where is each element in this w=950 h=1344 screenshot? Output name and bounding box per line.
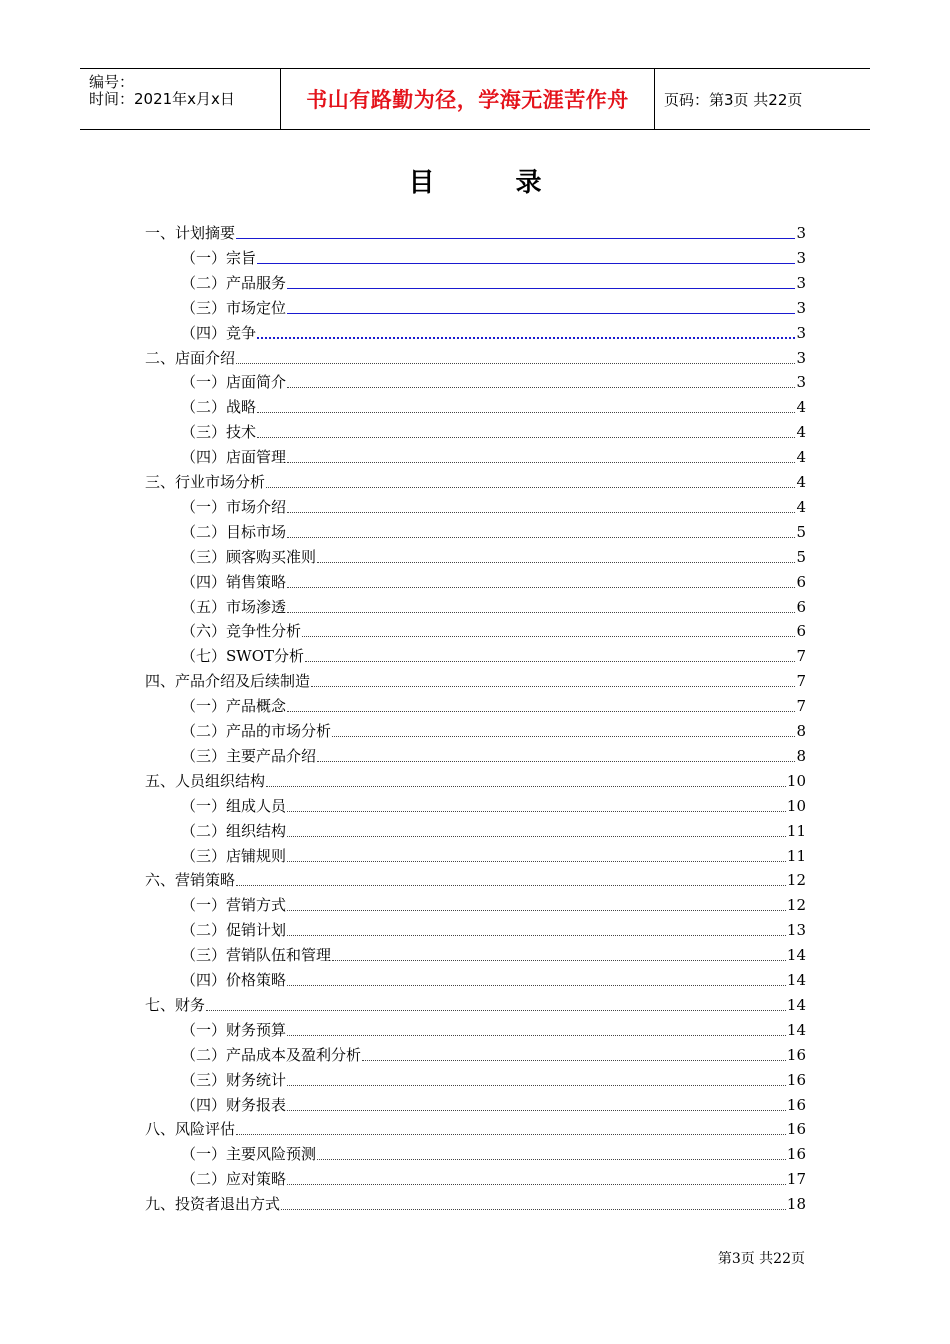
toc-leader-dots <box>257 245 795 264</box>
toc-title: 目 录 <box>408 168 578 198</box>
toc-entry-label: 九、投资者退出方式 <box>145 1195 281 1214</box>
toc-entry[interactable] <box>145 1114 806 1138</box>
toc-entry-label: （三）营销队伍和管理 <box>181 946 332 965</box>
toc-entry-page-number: 14 <box>786 1020 806 1039</box>
toc-leader-dots <box>287 1166 786 1185</box>
toc-entry-page-number: 3 <box>796 248 806 267</box>
toc-entry[interactable] <box>181 592 806 616</box>
toc-entry-page-number: 4 <box>796 448 806 467</box>
toc-entry-page-number: 14 <box>786 971 806 989</box>
toc-entry-label: （二）产品服务 <box>181 273 287 292</box>
toc-entry[interactable] <box>145 343 806 367</box>
toc-leader-dots <box>206 992 786 1011</box>
toc-entry[interactable] <box>181 1065 806 1089</box>
toc-leader-dots <box>266 469 795 488</box>
toc-entry-label: （一）市场介绍 <box>181 497 287 516</box>
toc-entry-page-number: 17 <box>786 1170 806 1189</box>
toc-entry-page-number: 12 <box>786 871 806 890</box>
toc-entry-label: （三）顾客购买准则 <box>181 547 317 566</box>
toc-entry-page-number: 11 <box>786 821 806 840</box>
toc-entry[interactable] <box>181 1015 806 1039</box>
toc-entry-label: （三）财务统计 <box>181 1070 287 1089</box>
toc-entry-label: （一）店面简介 <box>181 373 287 392</box>
toc-leader-dots <box>236 1116 786 1135</box>
toc-entry[interactable] <box>181 542 806 566</box>
toc-entry-page-number: 6 <box>796 597 806 616</box>
header-page-info: 页码：第3页 共22页 <box>664 90 803 109</box>
toc-leader-dots <box>332 718 795 737</box>
page-footer: 第3页 共22页 <box>717 1251 805 1267</box>
toc-entry-label: （五）市场渗透 <box>181 597 287 616</box>
toc-entry-label: （一）主要风险预测 <box>181 1145 317 1164</box>
toc-entry-label: （四）价格策略 <box>181 971 287 989</box>
page-header <box>80 68 870 130</box>
toc-leader-dots <box>287 594 795 613</box>
toc-entry-page-number: 3 <box>796 273 806 292</box>
toc-entry-page-number: 3 <box>796 224 806 242</box>
toc-entry[interactable] <box>145 1189 806 1213</box>
header-meta-cell <box>80 69 281 129</box>
toc-entry-label: （四）销售策略 <box>181 572 287 591</box>
toc-leader-dots <box>257 394 795 413</box>
toc-leader-dots <box>287 270 795 289</box>
toc-leader-dots <box>317 544 795 563</box>
toc-leader-dots <box>257 319 795 339</box>
toc-entry-page-number: 10 <box>786 796 806 815</box>
toc-leader-dots <box>287 843 786 862</box>
toc-entry[interactable] <box>181 293 806 317</box>
toc-entry[interactable] <box>181 1040 806 1064</box>
toc-entry-page-number: 3 <box>796 298 806 317</box>
toc-entry-label: （三）店铺规则 <box>181 846 287 865</box>
toc-entry-label: （一）财务预算 <box>181 1020 287 1039</box>
toc-leader-dots <box>287 818 786 837</box>
toc-entry-page-number: 16 <box>786 1045 806 1064</box>
toc-entry-label: （二）产品成本及盈利分析 <box>181 1045 362 1064</box>
toc-entry-label: （二）促销计划 <box>181 921 287 940</box>
toc-entry-page-number: 4 <box>796 497 806 516</box>
toc-entry[interactable] <box>145 467 806 491</box>
toc-entry[interactable] <box>181 392 806 416</box>
toc-entry-label: 八、风险评估 <box>145 1120 236 1139</box>
toc-entry[interactable] <box>181 890 806 914</box>
toc-entry-label: （一）组成人员 <box>181 796 287 815</box>
toc-leader-dots <box>287 494 795 513</box>
toc-entry[interactable] <box>181 367 806 391</box>
toc-leader-dots <box>236 345 795 364</box>
toc-entry[interactable] <box>181 641 806 665</box>
toc-entry[interactable] <box>181 567 806 591</box>
toc-entry-label: （三）技术 <box>181 423 257 442</box>
toc-entry-page-number: 16 <box>786 1070 806 1089</box>
toc-leader-dots <box>236 867 786 886</box>
toc-entry[interactable] <box>181 492 806 516</box>
toc-entry-page-number: 14 <box>786 995 806 1014</box>
toc-entry[interactable] <box>181 417 806 441</box>
toc-leader-dots <box>305 643 795 662</box>
toc-leader-dots <box>287 917 786 936</box>
toc-entry-page-number: 13 <box>786 921 806 940</box>
toc-entry[interactable] <box>181 616 806 640</box>
toc-leader-dots <box>332 942 786 961</box>
toc-entry[interactable] <box>145 990 806 1014</box>
toc-entry-page-number: 10 <box>786 771 806 790</box>
toc-entry-label: （一）营销方式 <box>181 896 287 915</box>
toc-entry-page-number: 16 <box>786 1145 806 1164</box>
toc-entry[interactable] <box>181 915 806 939</box>
toc-entry-label: （二）应对策略 <box>181 1170 287 1189</box>
toc-entry-page-number: 5 <box>796 522 806 541</box>
header-motto-cell <box>281 69 655 129</box>
toc-entry-page-number: 4 <box>796 473 806 491</box>
toc-entry-label: （一）产品概念 <box>181 697 287 716</box>
toc-entry[interactable] <box>181 816 806 840</box>
toc-entry[interactable] <box>181 940 806 964</box>
toc-entry-page-number: 16 <box>786 1095 806 1114</box>
toc-entry[interactable] <box>181 268 806 292</box>
toc-entry-label: （七）SWOT分析 <box>181 647 304 666</box>
toc-entry-label: （六）竞争性分析 <box>181 622 302 641</box>
toc-entry-label: 二、店面介绍 <box>145 348 236 367</box>
toc-leader-dots <box>311 668 795 687</box>
toc-entry[interactable] <box>181 1139 806 1163</box>
toc-entry-label: （二）组织结构 <box>181 821 287 840</box>
toc-entry-page-number: 6 <box>796 622 806 641</box>
toc-entry[interactable] <box>181 965 806 989</box>
toc-entry-label: （四）竞争 <box>181 323 257 342</box>
toc-leader-dots <box>287 569 795 588</box>
toc-entry-page-number: 4 <box>796 423 806 442</box>
toc-entry-label: （三）市场定位 <box>181 298 287 317</box>
toc-entry[interactable] <box>181 243 806 267</box>
toc-entry[interactable] <box>181 517 806 541</box>
toc-entry[interactable] <box>145 865 806 889</box>
toc-leader-dots <box>281 1191 786 1210</box>
toc-entry-label: 六、营销策略 <box>145 871 236 890</box>
toc-entry[interactable] <box>181 841 806 865</box>
toc-leader-dots <box>302 618 795 637</box>
toc-entry-label: （四）财务报表 <box>181 1095 287 1114</box>
toc-leader-dots <box>236 220 795 239</box>
toc-entry[interactable] <box>181 716 806 740</box>
toc-entry-page-number: 16 <box>786 1120 806 1139</box>
toc-entry-label: 四、产品介绍及后续制造 <box>145 672 311 691</box>
header-motto: 书山有路勤为径，学海无涯苦作舟 <box>306 88 629 112</box>
toc-entry-page-number: 4 <box>796 398 806 417</box>
toc-entry[interactable] <box>181 791 806 815</box>
toc-leader-dots <box>287 1067 786 1086</box>
toc-leader-dots <box>287 519 795 538</box>
document-time-label: 时间：2021年x月x日 <box>89 90 235 108</box>
toc-entry-page-number: 12 <box>786 896 806 915</box>
toc-leader-dots <box>287 1017 786 1036</box>
toc-entry-label: （二）目标市场 <box>181 522 287 541</box>
toc-entry[interactable] <box>145 218 806 242</box>
toc-entry-page-number: 6 <box>796 572 806 591</box>
toc-entry-page-number: 5 <box>796 547 806 566</box>
toc-entry-label: （二）战略 <box>181 398 257 417</box>
toc-leader-dots <box>287 295 795 314</box>
toc-entry[interactable] <box>181 691 806 715</box>
toc-entry[interactable] <box>181 318 806 342</box>
toc-entry[interactable] <box>181 1090 806 1114</box>
toc-leader-dots <box>287 967 786 986</box>
toc-entry-page-number: 8 <box>796 746 806 765</box>
toc-leader-dots <box>287 1092 786 1111</box>
toc-entry[interactable] <box>181 741 806 765</box>
toc-entry-page-number: 7 <box>796 672 806 691</box>
toc-entry-label: （二）产品的市场分析 <box>181 722 332 740</box>
toc-leader-dots <box>287 369 795 388</box>
toc-entry-page-number: 7 <box>796 647 806 666</box>
toc-leader-dots <box>257 419 795 438</box>
toc-entry-label: （一）宗旨 <box>181 248 257 267</box>
toc-entry[interactable] <box>181 442 806 466</box>
toc-entry-label: 五、人员组织结构 <box>145 771 266 790</box>
header-page-cell <box>655 69 870 129</box>
toc-leader-dots <box>287 693 795 712</box>
toc-leader-dots <box>317 743 795 762</box>
toc-entry-page-number: 3 <box>796 323 806 342</box>
toc-leader-dots <box>362 1042 786 1061</box>
toc-leader-dots <box>287 892 786 911</box>
toc-entry-page-number: 11 <box>786 846 806 865</box>
toc-entry[interactable] <box>145 666 806 690</box>
document-number-label: 编号： <box>89 73 135 91</box>
toc-leader-dots <box>287 444 795 463</box>
toc-entry-page-number: 14 <box>786 946 806 965</box>
toc-entry-label: 一、计划摘要 <box>145 224 236 242</box>
toc-entry[interactable] <box>181 1164 806 1188</box>
toc-entry-page-number: 8 <box>796 722 806 740</box>
toc-entry-page-number: 3 <box>796 348 806 367</box>
toc-entry-label: 七、财务 <box>145 995 206 1014</box>
toc-entry-label: （四）店面管理 <box>181 448 287 467</box>
toc-entry-page-number: 7 <box>796 697 806 716</box>
toc-leader-dots <box>317 1141 786 1160</box>
toc-leader-dots <box>287 793 786 812</box>
toc-entry-label: （三）主要产品介绍 <box>181 746 317 765</box>
toc-entry[interactable] <box>145 766 806 790</box>
toc-leader-dots <box>266 768 786 787</box>
toc-entry-page-number: 3 <box>796 373 806 392</box>
toc-entry-label: 三、行业市场分析 <box>145 473 266 491</box>
toc-entry-page-number: 18 <box>786 1195 806 1214</box>
